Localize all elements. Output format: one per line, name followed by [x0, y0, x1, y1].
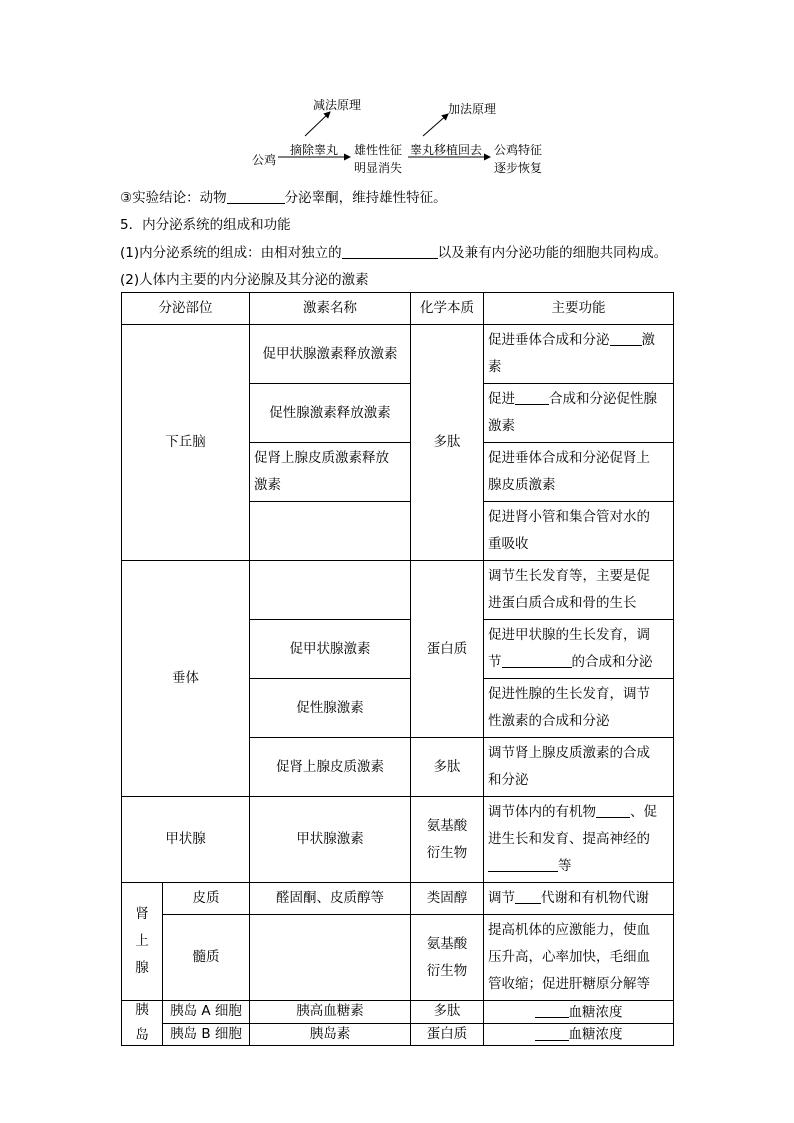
subtract-principle-label: 减法原理 — [313, 98, 362, 112]
recover-line1: 公鸡特征 — [494, 143, 543, 157]
hormone-cell-empty[interactable] — [250, 915, 411, 1001]
function-cell: 调节体内的有机物 、促 进生长和发育、提高神经的 等 — [484, 797, 674, 883]
hormone-cell-empty[interactable] — [250, 561, 411, 620]
function-cell: 促进垂体合成和分泌促肾上 腺皮质激素 — [484, 443, 674, 502]
answer-blank[interactable] — [515, 391, 549, 406]
answer-blank[interactable] — [610, 332, 642, 347]
answer-blank[interactable] — [535, 1004, 569, 1019]
table-row — [122, 561, 674, 620]
function-cell: 提高机体的应激能力，使血 压升高，心率加快，毛细血 管收缩；促进肝糖原分解等 — [484, 915, 674, 1001]
header-hormone: 激素名称 — [250, 293, 411, 325]
header-site: 分泌部位 — [122, 293, 250, 325]
nature-cell: 多肽 — [411, 325, 484, 561]
site-thyroid: 甲状腺 — [122, 797, 250, 883]
function-cell: 促进甲状腺的生长发育，调 节 的合成和分泌 — [484, 620, 674, 679]
hormone-cell: 促甲状腺激素 — [250, 620, 411, 679]
section5-sub1: (1)内分泌系统的组成：由相对独立的 以及兼有内分泌功能的细胞共同构成。 — [120, 245, 668, 261]
answer-blank[interactable] — [502, 654, 572, 669]
answer-blank[interactable] — [515, 890, 541, 905]
section5-heading: 5．内分泌系统的组成和功能 — [120, 217, 291, 233]
table-row — [122, 325, 674, 384]
answer-blank[interactable] — [488, 858, 558, 873]
hormone-cell: 醛固酮、皮质醇等 — [250, 883, 411, 915]
endocrine-table — [121, 292, 674, 1046]
function-cell: 促进性腺的生长发育，调节 性激素的合成和分泌 — [484, 679, 674, 738]
hormone-cell: 胰岛素 — [250, 1023, 411, 1046]
site-pituitary: 垂体 — [122, 561, 250, 797]
table-header-row — [122, 293, 674, 325]
answer-blank[interactable] — [227, 190, 285, 205]
nature-cell: 多肽 — [411, 1001, 484, 1024]
nature-cell: 氨基酸 衍生物 — [411, 915, 484, 1001]
nature-cell: 氨基酸 衍生物 — [411, 797, 484, 883]
table-row — [122, 1001, 674, 1024]
function-cell: 促进 合成和分泌促性腺 激素 — [484, 384, 674, 443]
answer-blank[interactable] — [342, 245, 438, 260]
header-function: 主要功能 — [484, 293, 674, 325]
nature-cell: 类固醇 — [411, 883, 484, 915]
function-cell: 调节肾上腺皮质激素的合成 和分泌 — [484, 738, 674, 797]
function-cell: 血糖浓度 — [484, 1001, 674, 1024]
hormone-cell: 促甲状腺激素释放激素 — [250, 325, 411, 384]
transplant-label: 睾丸移植回去 — [410, 143, 483, 157]
nature-cell: 蛋白质 — [411, 1023, 484, 1046]
function-cell: 调节 代谢和有机物代谢 — [484, 883, 674, 915]
hormone-cell-empty[interactable] — [250, 502, 411, 561]
hormone-cell: 促性腺激素释放激素 — [250, 384, 411, 443]
site-pancreas: 胰 岛 — [122, 1001, 163, 1046]
header-nature: 化学本质 — [411, 293, 484, 325]
site-hypothalamus: 下丘脑 — [122, 325, 250, 561]
answer-blank[interactable] — [535, 1026, 569, 1041]
table-row — [122, 797, 674, 883]
remove-testis-label: 摘除睾丸 — [290, 143, 339, 157]
subsite-b-cell: 胰岛 B 细胞 — [163, 1023, 250, 1046]
function-cell: 促进垂体合成和分泌 激 素 — [484, 325, 674, 384]
table-row — [122, 915, 674, 1001]
traits-lost-line2: 明显消失 — [354, 161, 403, 175]
hormone-cell: 促性腺激素 — [250, 679, 411, 738]
traits-lost-line1: 雄性性征 — [354, 143, 403, 157]
table-row — [122, 1023, 674, 1046]
answer-blank[interactable] — [596, 804, 630, 819]
hormone-cell: 胰高血糖素 — [250, 1001, 411, 1024]
function-cell: 血糖浓度 — [484, 1023, 674, 1046]
function-cell: 促进肾小管和集合管对水的 重吸收 — [484, 502, 674, 561]
hormone-cell: 甲状腺激素 — [250, 797, 411, 883]
experiment-conclusion: ③实验结论：动物 分泌睾酮，维持雄性特征。 — [120, 190, 447, 206]
rooster-label: 公鸡 — [252, 153, 277, 167]
add-principle-label: 加法原理 — [448, 102, 497, 116]
subsite-a-cell: 胰岛 A 细胞 — [163, 1001, 250, 1024]
subsite-cortex: 皮质 — [163, 883, 250, 915]
nature-cell: 多肽 — [411, 738, 484, 797]
table-row — [122, 883, 674, 915]
section5-sub2: (2)人体内主要的内分泌腺及其分泌的激素 — [120, 272, 369, 288]
hormone-cell: 促肾上腺皮质激素释放 激素 — [250, 443, 411, 502]
nature-cell: 蛋白质 — [411, 561, 484, 738]
subsite-medulla: 髓质 — [163, 915, 250, 1001]
hormone-cell: 促肾上腺皮质激素 — [250, 738, 411, 797]
site-adrenal: 肾 上 腺 — [122, 883, 163, 1001]
recover-line2: 逐步恢复 — [494, 161, 543, 175]
function-cell: 调节生长发育等，主要是促 进蛋白质合成和骨的生长 — [484, 561, 674, 620]
